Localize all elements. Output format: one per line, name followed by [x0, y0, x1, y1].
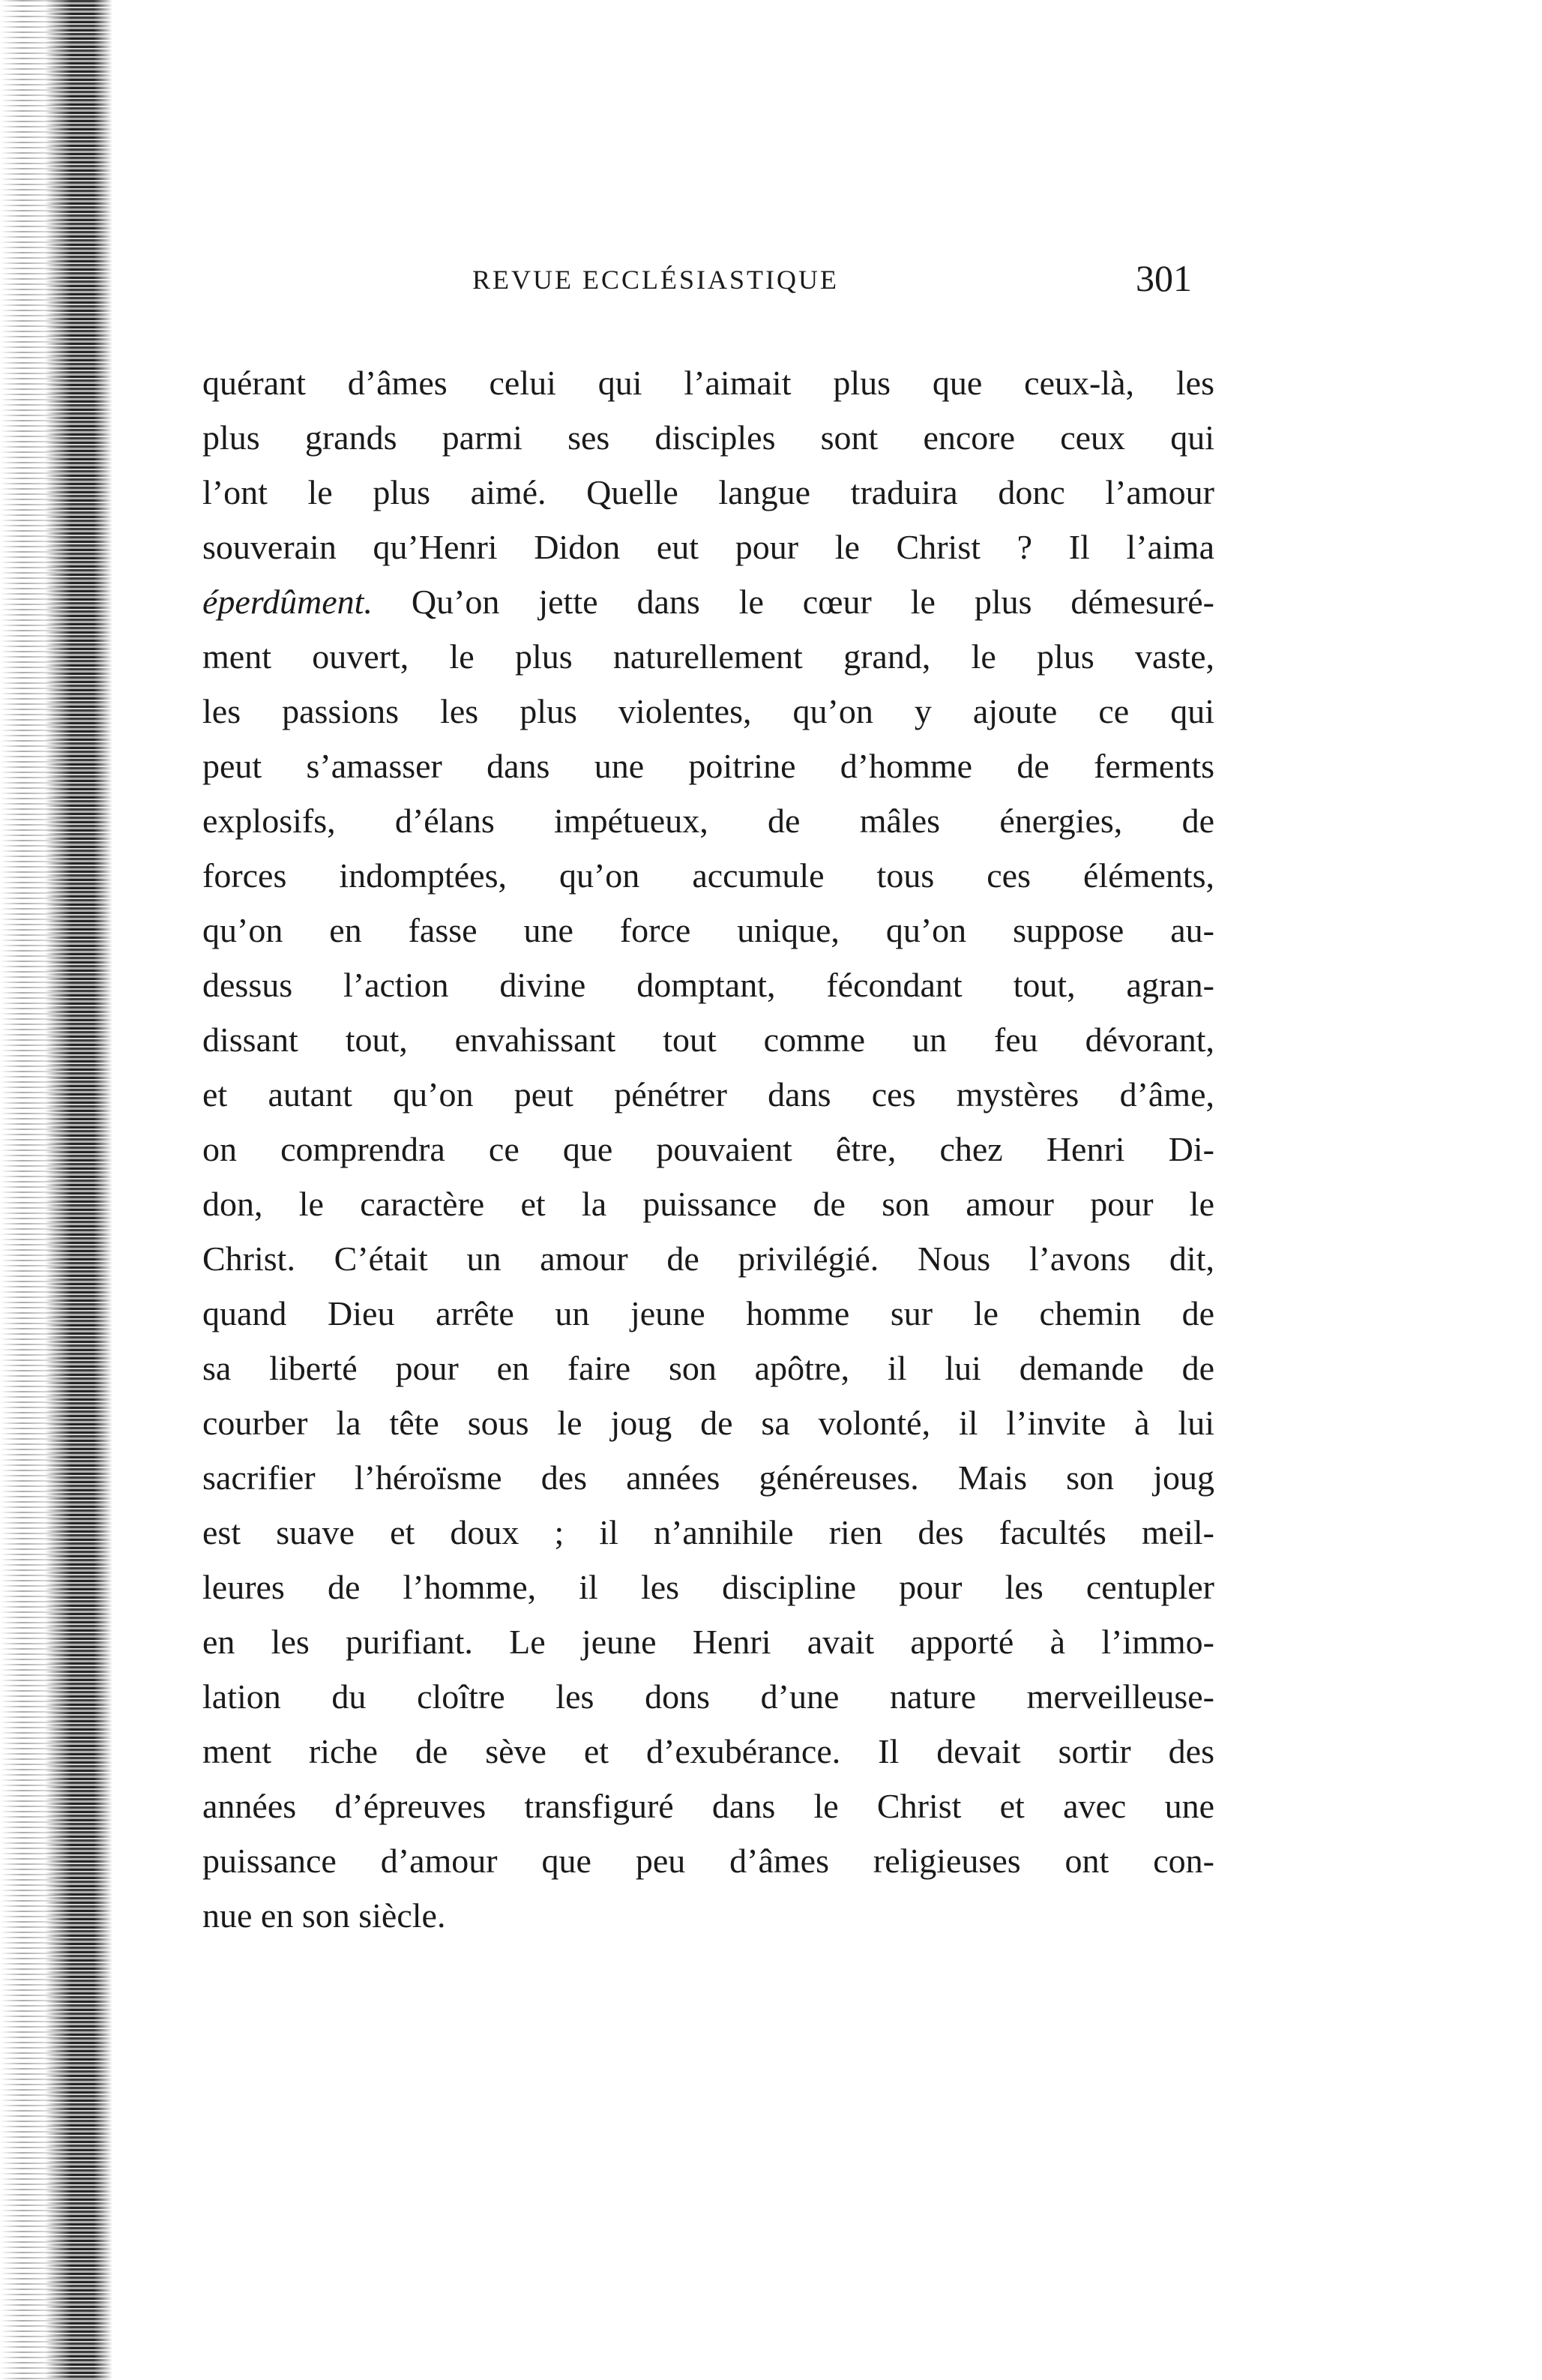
text-line: on comprendra ce que pouvaient être, chez Henri Di- — [202, 1130, 1214, 1168]
text-line: dessus l’action divine domptant, fécondant tout, agran- — [202, 966, 1214, 1004]
text-line: et autant qu’on peut pénétrer dans ces mystères d’âme, — [202, 1075, 1214, 1114]
italic-word: éperdûment. — [202, 583, 373, 621]
text-line: puissance d’amour que peu d’âmes religieuses ont con- — [202, 1842, 1214, 1880]
text-line: en les purifiant. Le jeune Henri avait apporté à l’immo- — [202, 1623, 1214, 1661]
text-line: sa liberté pour en faire son apôtre, il lui demande de — [202, 1349, 1214, 1387]
text-line: quérant d’âmes celui qui l’aimait plus que ceux-là, les — [202, 364, 1214, 402]
text-line: plus grands parmi ses disciples sont encore ceux qui — [202, 418, 1214, 457]
text-line: les passions les plus violentes, qu’on y ajoute ce qui — [202, 692, 1214, 730]
text-line-rest: Qu’on jette dans le cœur le plus démesuré- — [372, 583, 1214, 621]
text-line: courber la tête sous le joug de sa volonté, il l’invite à lui — [202, 1404, 1214, 1442]
page-header — [202, 256, 1214, 309]
text-line: forces indomptées, qu’on accumule tous ces éléments, — [202, 856, 1214, 895]
text-line: ment riche de sève et d’exubérance. Il devait sortir des — [202, 1732, 1214, 1770]
body-text — [202, 355, 1214, 1943]
text-line: lation du cloître les dons d’une nature merveilleuse- — [202, 1677, 1214, 1716]
text-line — [202, 574, 1214, 629]
running-title: REVUE ECCLÉSIASTIQUE — [472, 265, 839, 295]
text-line: quand Dieu arrête un jeune homme sur le chemin de — [202, 1294, 1214, 1332]
text-line: explosifs, d’élans impétueux, de mâles énergies, de — [202, 802, 1214, 840]
text-line: années d’épreuves transfiguré dans le Christ et avec une — [202, 1787, 1214, 1825]
text-line: est suave et doux ; il n’annihile rien des facultés meil- — [202, 1513, 1214, 1551]
text-line: leures de l’homme, il les discipline pour les centupler — [202, 1568, 1214, 1606]
text-line: dissant tout, envahissant tout comme un feu dévorant, — [202, 1021, 1214, 1059]
text-line: peut s’amasser dans une poitrine d’homme de ferments — [202, 747, 1214, 785]
text-line: qu’on en fasse une force unique, qu’on suppose au- — [202, 911, 1214, 949]
text-line: don, le caractère et la puissance de son amour pour le — [202, 1185, 1214, 1223]
text-line: l’ont le plus aimé. Quelle langue traduira donc l’amour — [202, 473, 1214, 511]
text-line: ment ouvert, le plus naturellement grand, le plus vaste, — [202, 637, 1214, 676]
text-line: nue en son siècle. — [202, 1896, 446, 1935]
book-binding-shadow — [0, 0, 67, 2380]
text-line: Christ. C’était un amour de privilégié. Nous l’avons dit, — [202, 1239, 1214, 1278]
page-number: 301 — [1136, 257, 1192, 299]
text-line: sacrifier l’héroïsme des années généreuses. Mais son joug — [202, 1458, 1214, 1497]
text-line: souverain qu’Henri Didon eut pour le Christ ? Il l’aima — [202, 528, 1214, 566]
